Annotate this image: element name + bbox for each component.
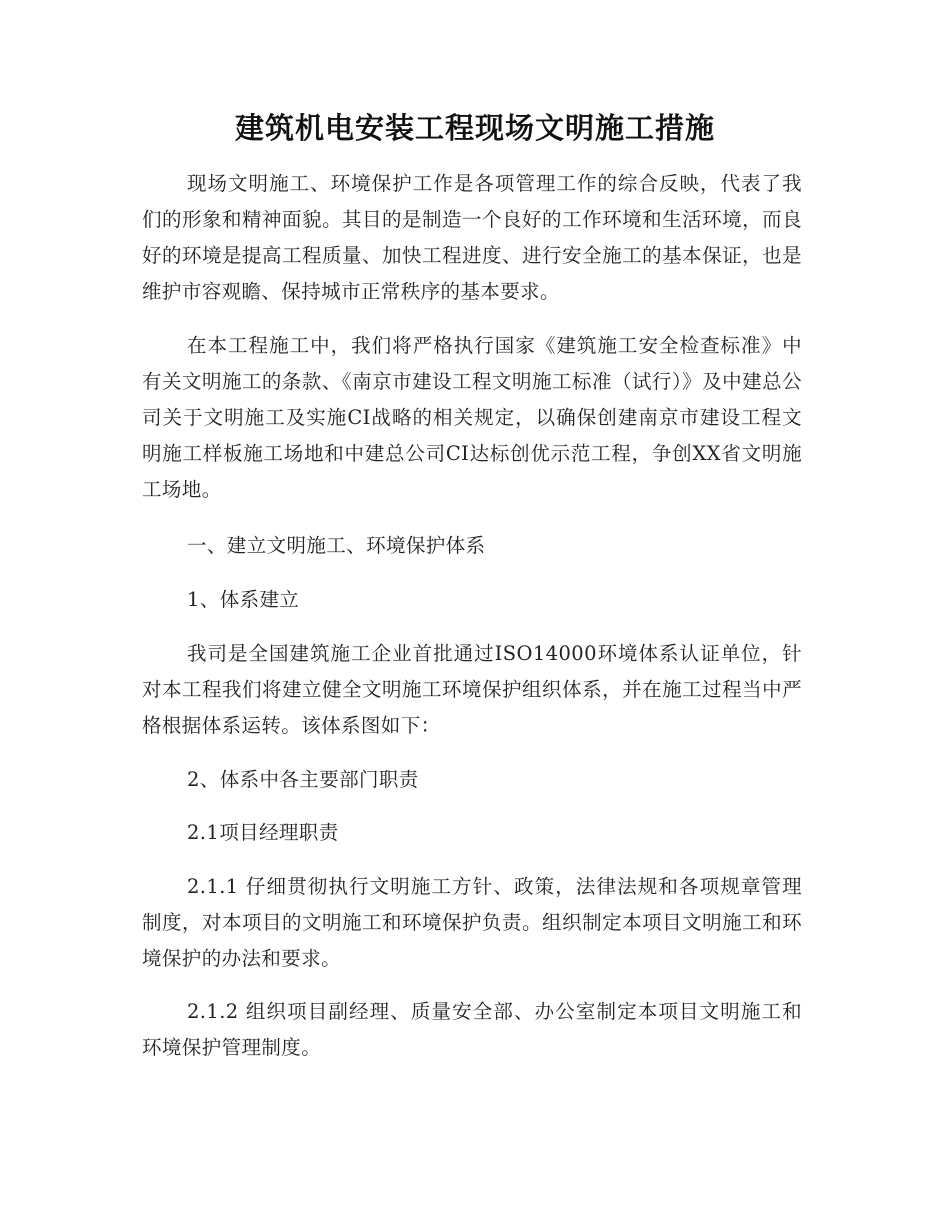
paragraph-standards: 在本工程施工中，我们将严格执行国家《建筑施工安全检查标准》中有关文明施工的条款、《南京市建设工程文明施工标准（试行）》及中建总公司关于文明施工及实施CI战略的相关规定，以确保创建南京市建设工程文明施工样板施工场地和中建总公司CI达标创优示范工程，争创XX省文明施工场地。 <box>142 334 802 501</box>
subsection-heading-2: 2、体系中各主要部门职责 <box>187 768 419 791</box>
paragraph-2-1-2: 2.1.2 组织项目副经理、质量安全部、办公室制定本项目文明施工和环境保护管理制度。 <box>142 1000 802 1059</box>
section-heading-1: 一、建立文明施工、环境保护体系 <box>187 534 486 557</box>
subsection-heading-1: 1、体系建立 <box>187 588 300 611</box>
paragraph-system: 我司是全国建筑施工企业首批通过ISO14000环境体系认证单位，针对本工程我们将建立健全文明施工环境保护组织体系，并在施工过程当中严格根据体系运转。该体系图如下： <box>142 642 802 737</box>
document-title: 建筑机电安装工程现场文明施工措施 <box>234 111 715 145</box>
paragraph-2-1-1: 2.1.1 仔细贯彻执行文明施工方针、政策，法律法规和各项规章管理制度，对本项目的文明施工和环境保护负责。组织制定本项目文明施工和环境保护的办法和要求。 <box>142 875 802 970</box>
subsection-heading-2-1: 2.1项目经理职责 <box>187 821 339 844</box>
paragraph-intro: 现场文明施工、环境保护工作是各项管理工作的综合反映，代表了我们的形象和精神面貌。其目的是制造一个良好的工作环境和生活环境，而良好的环境是提高工程质量、加快工程进度、进行安全施工的基本保证，也是维护市容观瞻、保持城市正常秩序的基本要求。 <box>142 172 802 303</box>
